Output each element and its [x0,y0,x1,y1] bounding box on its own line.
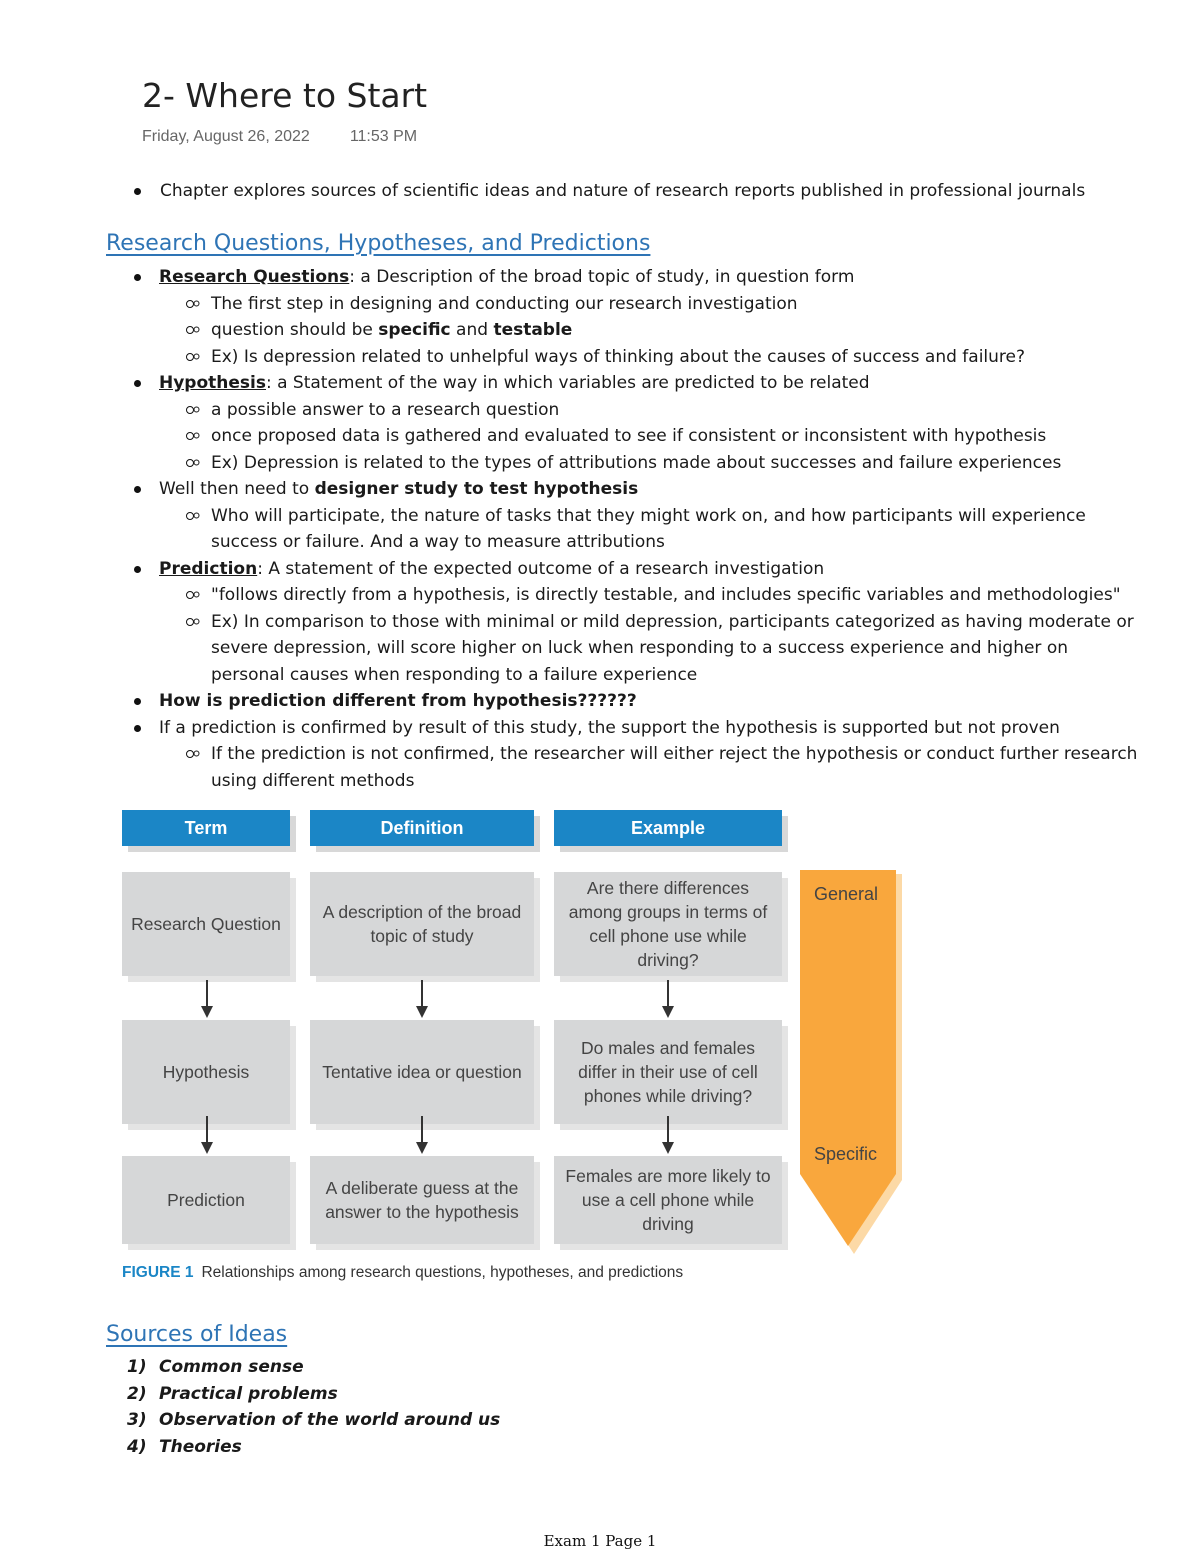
bullet-icon [134,725,141,732]
list-number: 1) [127,1357,147,1377]
list-item [159,370,1139,476]
list-item [211,344,1139,371]
list-item-text: Ex) In comparison to those with minimal or mild depression, participants categorized as having moderate or severe depression, will score higher on luck when responding to a success experience and higher on personal causes when responding to a failure experience [211,611,1134,685]
page-title: 2- Where to Start [142,76,428,115]
intro-text: Chapter explores sources of scientific ideas and nature of research reports published in professional journals [160,181,1086,201]
bold-question: How is prediction different from hypothesis?????? [159,691,637,711]
list-item [211,609,1139,689]
list-item-text: and [450,320,494,340]
bullet-icon [134,274,141,281]
scale-label-specific: Specific [814,1144,878,1164]
list-item [211,741,1139,794]
cell-example-hypothesis [554,1020,782,1124]
circle-bullet-icon [186,750,194,758]
cell-definition-prediction [310,1156,534,1244]
cell-definition-hypothesis [310,1020,534,1124]
list-item-text: : a Description of the broad topic of study, in question form [349,267,855,287]
bullet-icon [134,698,141,705]
list-item-text: once proposed data is gathered and evaluated to see if consistent or inconsistent with hypothesis [211,426,1047,446]
list-item-text: Theories [159,1436,242,1457]
list-item-text: Practical problems [159,1383,338,1404]
header-example: Example [554,810,782,846]
figure-relationships [120,808,910,1288]
term-hypothesis: Hypothesis [159,373,266,393]
bullet-icon [134,566,141,573]
section-title-sources: Sources of Ideas [106,1322,288,1347]
cell-text: Prediction [167,1190,245,1210]
cell-example-prediction [554,1156,782,1244]
figure-number: FIGURE 1 [122,1264,194,1281]
circle-bullet-icon [186,591,194,599]
list-item [127,1407,500,1434]
circle-bullet-icon [186,353,194,361]
list-item [127,1434,500,1461]
list-item-text: question should be [211,320,379,340]
bullet-icon [134,188,141,195]
circle-bullet-icon [186,512,194,520]
bullet-icon [134,486,141,493]
circle-bullet-icon [186,406,194,414]
section-title-research: Research Questions, Hypotheses, and Predictions [106,231,651,256]
arrow-down-icon [667,1116,669,1152]
arrow-down-icon [206,1116,208,1152]
cell-term-research-question [122,872,290,976]
page-date: Friday, August 26, 2022 [142,128,310,145]
list-item [159,264,1139,370]
list-item [159,476,1139,556]
list-item [127,1381,500,1408]
cell-text: Research Question [131,914,281,934]
list-item-text: Ex) Is depression related to unhelpful ways of thinking about the causes of success and failure? [211,346,1026,367]
term-prediction: Prediction [159,558,258,579]
figure-caption-text: Relationships among research questions, hypotheses, and predictions [201,1264,684,1281]
scale-label-general: General [814,884,879,904]
cell-text: Tentative idea or question [322,1062,522,1082]
research-notes-list [159,264,1139,794]
arrow-down-icon [667,980,669,1016]
list-item-text: If a prediction is confirmed by result of this study, the support the hypothesis is supported but not proven [159,717,1060,738]
cell-text: A deliberate guess at the answer to the hypothesis [325,1178,519,1222]
page-meta [142,128,417,146]
cell-text: A description of the broad topic of study [322,902,522,946]
circle-bullet-icon [186,300,194,308]
general-specific-scale [796,868,906,1258]
circle-bullet-icon [186,618,194,626]
list-item-text: Ex) Depression is related to the types of attributions made about successes and failure experiences [211,452,1062,473]
list-item [211,317,1139,344]
list-item-text: Common sense [159,1357,304,1377]
sources-list [127,1354,500,1460]
term-research-questions: Research Questions [159,267,350,287]
list-item [159,556,1139,689]
list-item-text: a possible answer to a research question [211,399,560,420]
list-item-text: Well then need to [159,479,315,499]
list-item [211,423,1139,450]
bold-specific: specific [378,320,451,340]
cell-text: Do males and females differ in their use of cell phones while driving? [578,1038,758,1106]
bold-design-study: designer study to test hypothesis [314,479,639,499]
list-item [159,688,1139,715]
circle-bullet-icon [186,459,194,467]
list-item-text: The first step in designing and conducting our research investigation [211,293,798,314]
arrow-down-icon [421,980,423,1016]
list-item [211,503,1139,556]
list-item-text: If the prediction is not confirmed, the researcher will either reject the hypothesis or conduct further research using different methods [211,744,1138,791]
list-item-text: : A statement of the expected outcome of a research investigation [257,558,825,579]
cell-definition-research-question [310,872,534,976]
list-item [159,715,1139,795]
list-item-text: : a Statement of the way in which variables are predicted to be related [265,373,870,393]
list-item-text: "follows directly from a hypothesis, is directly testable, and includes specific variables and methodologies" [211,585,1121,605]
figure-caption [122,1264,683,1282]
scale-arrow [800,870,896,1246]
list-item [211,582,1139,609]
list-item [211,291,1139,318]
header-term: Term [122,810,290,846]
list-number: 2) [127,1383,147,1404]
cell-example-research-question [554,872,782,976]
list-number: 4) [127,1436,147,1457]
cell-text: Are there differences among groups in terms of cell phone use while driving? [568,878,768,970]
header-definition: Definition [310,810,534,846]
list-item-text: Observation of the world around us [159,1410,501,1430]
cell-term-hypothesis [122,1020,290,1124]
list-item [211,397,1139,424]
arrow-down-icon [206,980,208,1016]
list-number: 3) [127,1410,147,1430]
list-item [211,450,1139,477]
cell-text: Females are more likely to use a cell phone while driving [565,1166,771,1234]
page-time: 11:53 PM [349,128,418,145]
circle-bullet-icon [186,326,194,334]
list-item [127,1354,500,1381]
arrow-down-icon [421,1116,423,1152]
page-footer: Exam 1 Page 1 [543,1532,657,1550]
list-item-text: Who will participate, the nature of tasks that they might work on, and how participants will experience success or failure. And a way to measure attributions [211,505,1086,552]
cell-text: Hypothesis [162,1062,250,1082]
bold-testable: testable [493,320,573,340]
circle-bullet-icon [186,432,194,440]
cell-term-prediction [122,1156,290,1244]
bullet-icon [134,380,141,387]
